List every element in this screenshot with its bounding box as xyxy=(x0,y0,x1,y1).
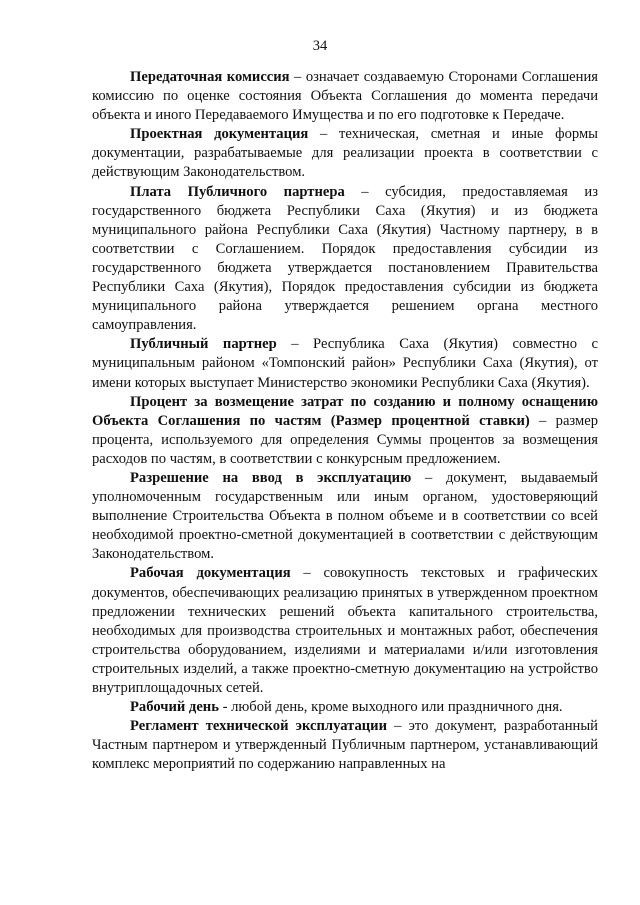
definition-text: – документ, выдаваемый уполномоченным государственным или иным органом, удостоверяющий выполнение Строительства Объекта в полном объеме и в соответствии со всей необходимой проектно-сметной документацией в соответствии с действующим Законодательством. xyxy=(92,469,598,563)
definition-paragraph xyxy=(92,717,598,774)
definition-paragraph xyxy=(92,564,598,698)
definition-paragraph xyxy=(92,469,598,564)
definition-term: Плата Публичного партнера xyxy=(130,183,345,200)
definition-text: – совокупность текстовых и графических документов, обеспечивающих реализацию принятых в утвержденном проектном предложении технических решений объекта капитального строительства, необходимых для производства строительных и монтажных работ, обеспечения строительства оборудованием, изделиями и материалами и/или изготовления строительных изделий, а также проектно-сметную документацию на устройство внутриплощадочных сетей. xyxy=(92,565,598,696)
definition-term: Передаточная комиссия xyxy=(130,69,290,85)
definition-text: - любой день, кроме выходного или праздничного дня. xyxy=(218,699,563,716)
definition-text: – размер процента, используемого для определения Суммы процентов за возмещения расходов по частям, в соответствии с конкурсным предложением. xyxy=(92,412,599,467)
definition-term: Рабочая документация xyxy=(130,565,291,582)
document-body xyxy=(92,68,598,774)
definition-paragraph xyxy=(92,125,598,182)
definition-paragraph xyxy=(92,698,598,717)
definition-text: – это документ, разработанный Частным партнером и утвержденный Публичным партнером, устанавливающий комплекс мероприятий по содержанию направленных на xyxy=(92,718,598,773)
definition-text: – означает создаваемую Сторонами Соглашения комиссию по оценке состояния Объекта Соглашения до момента передачи объекта и иного Передаваемого Имущества и по его подготовке к Передаче. xyxy=(92,69,598,124)
definition-paragraph xyxy=(92,68,598,125)
definition-term: Разрешение на ввод в эксплуатацию xyxy=(130,469,412,486)
definition-paragraph xyxy=(92,393,598,469)
definition-paragraph xyxy=(92,183,598,336)
definition-text: – техническая, сметная и иные формы документации, разрабатываемые для реализации проекта в соответствии с действующим Законодательством. xyxy=(92,126,598,181)
definition-text: – субсидия, предоставляемая из государственного бюджета Республики Саха (Якутия) и из бюджета муниципального района Республики Саха (Якутия) Частному партнеру, в в соответствии с Соглашением. Порядок предоставления субсидии из государственного бюджета утверждается постановлением Правительства Республики Саха (Якутия), Порядок предоставления субсидии из бюджета муниципального района утверждается решением органа местного самоуправления. xyxy=(92,183,598,334)
definition-term: Проектная документация xyxy=(130,126,309,143)
definition-term: Публичный партнер xyxy=(130,336,277,353)
definition-text: – Республика Саха (Якутия) совместно с муниципальным районом «Томпонский район» Республики Саха (Якутия), от имени которых выступает Министерство экономики Республики Саха (Якутия). xyxy=(92,336,598,391)
definition-term: Рабочий день xyxy=(130,699,219,716)
page-number: 34 xyxy=(312,38,328,54)
definition-paragraph xyxy=(92,335,598,392)
definition-term: Регламент технической эксплуатации xyxy=(130,718,387,735)
definition-term: Процент за возмещение затрат по созданию и полному оснащению Объекта Соглашения по частям (Размер процентной ставки) xyxy=(92,393,598,429)
